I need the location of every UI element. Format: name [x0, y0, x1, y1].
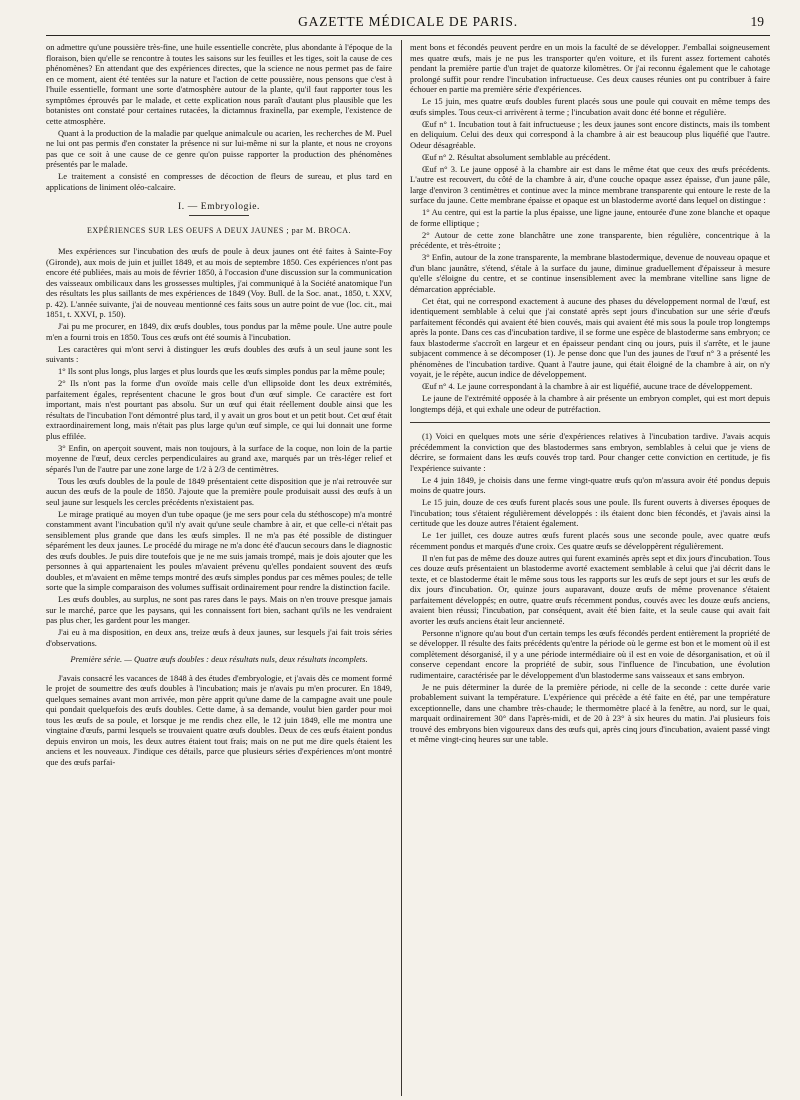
paragraph: on admettre qu'une poussière très-fine, une huile essentielle concrète, plus abondante à l'époque de la floraison, bien qu'elle se rencontre à toutes les saisons sur les feuilles et les tiges, soit la cause de ces phénomènes? En attendant que des expériences directes, que la science ne nous permet pas de faire en ce moment, aient été tentées sur la nature et l'action de cette poussière, nous pensons que c'est à l'huile essentielle, formant une sorte d'atmosphère autour de la plante, qu'il faut rapporter tous les symptômes éprouvés par le malade, et cette explication nous paraît d'autant plus plausible que les botanistes ont constaté pour certaines rutacées, la dictamnus fraxinella, par exemple, l'existence de cette atmosphère.	[46, 42, 392, 126]
list-item: 1° Au centre, qui est la partie la plus épaisse, une ligne jaune, entourée d'une zone blanche et opaque de forme elliptique ;	[410, 207, 770, 228]
paragraph: Tous les œufs doubles de la poule de 1849 présentaient cette disposition que je n'ai retrouvée sur aucun des œufs de la poule de 1850. J'ajoute que la première poule produisait aussi des œufs à un seul jaune sur lesquels les cercles précédents n'existaient pas.	[46, 475, 392, 507]
paragraph: Œuf n° 4. Le jaune correspondant à la chambre à air est liquéfié, aucune trace de développement.	[422, 381, 753, 391]
footnote-paragraph: Le 15 juin, douze de ces œufs furent placés sous une poule. Ils furent ouverts à diverses époques de l'incubation; tous s'étaient régulièrement développés : ils étaient donc bien fécondés, et j'avais ainsi la certitude que les douze autres l'étaient également.	[410, 497, 770, 528]
paragraph: J'avais consacré les vacances de 1848 à des études d'embryologie, et j'avais dès ce moment formé le projet de soumettre des œufs doubles à l'incubation; mais je n'avais pu m'en procurer. En 1849, quelques semaines avant mon arrivée, mon père apprit qu'une dame de la campagne avait une poule qui pondait quelquefois des œufs doubles. Cette dame, à sa demande, voulut bien garder pour moi tous les œufs de sa poule, et lorsque je me rendis chez elle, le 12 juin 1849, elle me montra une vingtaine d'œufs, parmi lesquels se trouvaient quatre œufs doubles. Deux de ces œufs étaient pondus depuis environ un mois, les deux autres étaient tout frais; mais on ne put me dire quels étaient les anciens et les nouveaux. J'indique ces détails, parce que plusieurs séries d'expériences m'ont montré que des œufs parfai-	[46, 672, 392, 767]
section-rule	[189, 215, 249, 216]
journal-title: GAZETTE MÉDICALE DE PARIS.	[298, 14, 518, 29]
paragraph: J'ai eu à ma disposition, en deux ans, treize œufs à deux jaunes, sur lesquels j'ai fait trois séries d'observations.	[46, 627, 392, 648]
footnote-paragraph: (1) Voici en quelques mots une série d'expériences relatives à l'incubation tardive. J'avais acquis précédemment la conviction que des blastodermes sans embryon, semblables à celui que je viens de décrire, se formaient dans les œufs couvés trop tard. Pour changer cette conviction en certitude, je fis l'expérience suivante :	[410, 431, 770, 473]
paragraph: Mes expériences sur l'incubation des œufs de poule à deux jaunes ont été faites à Sainte-Foy (Gironde), aux mois de juin et juillet 1849, et au mois de septembre 1850. Ces expériences n'ont pas encore été publiées, mais au mois de février 1850, à l'occasion d'une discussion sur la communication des vaisseaux ombilicaux dans les grossesses multiples, j'ai communiqué à la Société anatomique l'un des résultats les plus saillants de mes expériences de 1849 (Voy. Bull. de la Soc. anat., 1850, t. XXV, p. 42). L'année suivante, j'ai de nouveau mentionné ces faits sous un autre point de vue (loc. cit., mai 1851, t. XXVI, p. 150).	[46, 246, 392, 319]
list-item: 3° Enfin, on aperçoit souvent, mais non toujours, à la surface de la coque, non loin de la partie moyenne de l'œuf, deux cercles perpendiculaires au grand axe, marqués par un très-léger relief et séparés l'un de l'autre par une zone large de 1/2 à 2/3 de centimètres.	[46, 442, 392, 474]
footnote-paragraph: Personne n'ignore qu'au bout d'un certain temps les œufs fécondés perdent entièrement la propriété de se développer. Il résulte des faits précédents qu'entre la période où le germe est bon et le moment où il est complètement désorganisé, il y a une période intermédiaire où il est en voie de désorganisation, et où il conserve cependant encore la propriété de subir, sous l'influence de l'incubation, une évolution rudimentaire, caractérisée par le développement d'un blastoderme sans vaisseaux et sans embryon.	[410, 627, 770, 680]
paragraph: Les œufs doubles, au surplus, ne sont pas rares dans le pays. Mais on n'en trouve presque jamais sur le marché, parce que les paysans, qui les connaissent fort bien, sachant qu'ils ne les vendraient pas plus cher, les gardent pour les manger.	[46, 594, 392, 625]
article-title: EXPÉRIENCES SUR LES OEUFS A DEUX JAUNES ; par M. BROCA.	[87, 225, 351, 235]
right-column	[410, 42, 770, 1094]
list-item: 2° Ils n'ont pas la forme d'un ovoïde mais celle d'un ellipsoïde dont les deux extrémités, parfaitement égales, représentent chacune le gros bout d'un œuf simple. Ce caractère est fort important, mais n'est pourtant pas absolu. Sur un œuf qui était réellement double ainsi que les résultats de l'incubation l'ont démontré plus tard, il y avait un gros bout et un petit bout. Cet œuf était extraordinairement long, mais n'était pas plus large qu'un œuf simple, ce qui lui donnait une forme plus effilée.	[46, 378, 392, 441]
page-number: 19	[750, 14, 764, 29]
paragraph: Le 15 juin, mes quatre œufs doubles furent placés sous une poule qui couvait en même temps des œufs simples. Tous ceux-ci arrivèrent à terme ; l'incubation avait donc été bonne et régulière.	[410, 96, 770, 117]
paragraph: Œuf n° 2. Résultat absolument semblable au précédent.	[422, 151, 611, 162]
paragraph: Œuf n° 3. Le jaune opposé à la chambre air est dans le même état que ceux des œufs précédents. L'autre est recouvert, du côté de la chambre à air, d'une couche opaque assez épaisse, d'un jaune pâle, large d'environ 3 centimètres et continue avec la mince membrane transparente qui entoure le reste de la surface du jaune. Cette membrane épaisse et opaque est un blastoderme avorté dans lequel on distingue :	[410, 163, 770, 205]
paragraph: Les caractères qui m'ont servi à distinguer les œufs doubles des œufs à un seul jaune sont les suivants :	[46, 343, 392, 364]
left-column	[46, 42, 392, 1094]
list-item: 3° Enfin, autour de la zone transparente, la membrane blastodermique, devenue de nouveau opaque et d'un blanc jaunâtre, s'étend, s'étale à la surface du jaune, diminue graduellement d'épaisseur à mesure qu'elle s'éloigne du centre, et se continue insensiblement avec la membrane vitelline sans ligne de démarcation appréciable.	[410, 252, 770, 294]
paragraph: Œuf n° 1. Incubation tout à fait infructueuse ; les deux jaunes sont encore distincts, mais ils tombent en deliquium. Celui des deux qui correspond à la chambre à air est beaucoup plus liquéfié que l'autre. Odeur désagréable.	[410, 118, 770, 150]
paragraph: Le traitement a consisté en compresses de décoction de fleurs de sureau, et plus tard en applications de liniment oléo-calcaire.	[46, 171, 392, 192]
paragraph: Cet état, qui ne correspond exactement à aucune des phases du développement normal de l'œuf, est identiquement semblable à celui que j'ai constaté après sept jours d'incubation sur une série d'œufs parfaitement fécondés qui avaient été bien couvés, mais qui avaient été mis sous la poule trop longtemps après la ponte. Dans ces cas d'incubation tardive, il se forme une espèce de blastoderme sans embryon; ce faux blastoderme s'accroît en largeur et en épaisseur pendant cinq ou jours, puis il s'arrête, et le jaune subjacent commence à se décomposer (1). Je pense donc que l'un des jaunes de l'œuf n° 3 a présenté les phénomènes de l'incubation tardive. Quant à l'autre jaune, qui était éloigné de la chambre à air, on n'y voyait, je le répète, aucun indice de développement.	[410, 295, 770, 379]
list-item: 1° Ils sont plus longs, plus larges et plus lourds que les œufs simples pondus par la même poule;	[58, 366, 385, 376]
series-heading: Première série. — Quatre œufs doubles : deux résultats nuls, deux résultats incomplets.	[70, 654, 368, 664]
paragraph: ment bons et fécondés peuvent perdre en un mois la faculté de se développer. J'emballai soigneusement mes quatre œufs, mais je ne pus les transporter qu'en voiture, et ils furent assez fortement cahotés pendant la première partie d'un trajet de quatorze kilomètres. Or j'ai reconnu également que le cahotage prolongé suffit pour rendre l'incubation infructueuse. Ces deux causes réunies ont pu contribuer à faire échouer en partie ma première série d'expériences.	[410, 42, 770, 94]
footnote-paragraph: Il n'en fut pas de même des douze autres qui furent examinés après sept et dix jours d'incubation. Tous ces douze œufs présentaient un blastoderme avorté exactement semblable à celui que j'ai décrit dans le texte, et ce blastoderme était le même sous tous les rapports sur les œufs de sept jours et sur les œufs de dix jours d'incubation. Or, quinze jours auparavant, douze œufs de même provenance s'étaient parfaitement développés; en outre, quatre œufs récemment pondus, couvés avec les douze œufs anciens, avaient bien réussi; l'incubation, par conséquent, avait été bien faite, et la seule cause qui avait fait avorter les œufs anciens était leur ancienneté.	[410, 552, 770, 626]
footnote-paragraph: Le 1er juillet, ces douze autres œufs furent placés sous une seconde poule, avec quatre œufs récemment pondus et marqués d'une croix. Ces quatre œufs se développèrent régulièrement.	[410, 530, 770, 551]
footnote-paragraph: Le 4 juin 1849, je choisis dans une ferme vingt-quatre œufs qu'on m'assura avoir été pondus depuis moins de quatre jours.	[410, 474, 770, 495]
paragraph: Le mirage pratiqué au moyen d'un tube opaque (je me sers pour cela du stéthoscope) m'a montré constamment avant l'incubation qu'il n'y avait qu'une seule chambre à air, et que celle-ci n'était pas sensiblement plus grande que dans les œufs simples. Il ne m'a pas été possible de distinguer séparément les deux jaunes. Le procédé du mirage ne m'a donc été d'aucun secours dans le diagnostic des œufs doubles. Je puis dire toutefois que je ne me suis jamais trompé, mais je dois ajouter que les personnes à qui appartenaient les poules m'avaient prévenu qu'elles pondaient souvent des œufs doubles, et m'avaient en même temps montré des œufs simples pondus par ces mêmes poules; de telle sorte que la simple comparaison des volumes suffisait ordinairement pour rendre la distinction facile.	[46, 508, 392, 592]
page-header	[46, 12, 770, 36]
header-rule	[46, 35, 770, 36]
footnote-paragraph: Je ne puis déterminer la durée de la première période, ni celle de la seconde : cette durée varie probablement suivant la température. L'expérience qui précède a été faite en été, par une température exceptionnelle, dans une chambre très-chaude; le thermomètre placé à la fenêtre, au nord, sur le quai, marquait ordinairement 30° dans l'après-midi, et de 20 à 23° à six heures du matin. J'ai plusieurs fois trouvé des embryons bien vigoureux dans des œufs qui, après cinq jours d'incubation, avaient passé vingt et même vingt-cinq heures sur une table.	[410, 681, 770, 744]
footnote-rule	[410, 422, 770, 423]
paragraph: J'ai pu me procurer, en 1849, dix œufs doubles, tous pondus par la même poule. Une autre poule m'en a fourni trois en 1850. Tous ces œufs ont été soumis à l'incubation.	[46, 321, 392, 342]
list-item: 2° Autour de cette zone blanchâtre une zone transparente, bien régulière, concentrique à la précédente, et très-étroite ;	[410, 229, 770, 250]
column-divider	[401, 40, 402, 1096]
paragraph: Le jaune de l'extrémité opposée à la chambre à air présente un embryon complet, qui est mort depuis longtemps déjà, et qui exhale une odeur de putréfaction.	[410, 393, 770, 414]
paragraph: Quant à la production de la maladie par quelque animalcule ou acarien, les recherches de M. Puel ne lui ont pas permis d'en constater la présence ni sur lui-même ni sur la plante, et nous ne croyons pas que ce soit à une cause de ce genre qu'on puisse rapporter la production des phénomènes présentés par le malade.	[46, 127, 392, 169]
section-title: I. — Embryologie.	[178, 202, 260, 212]
